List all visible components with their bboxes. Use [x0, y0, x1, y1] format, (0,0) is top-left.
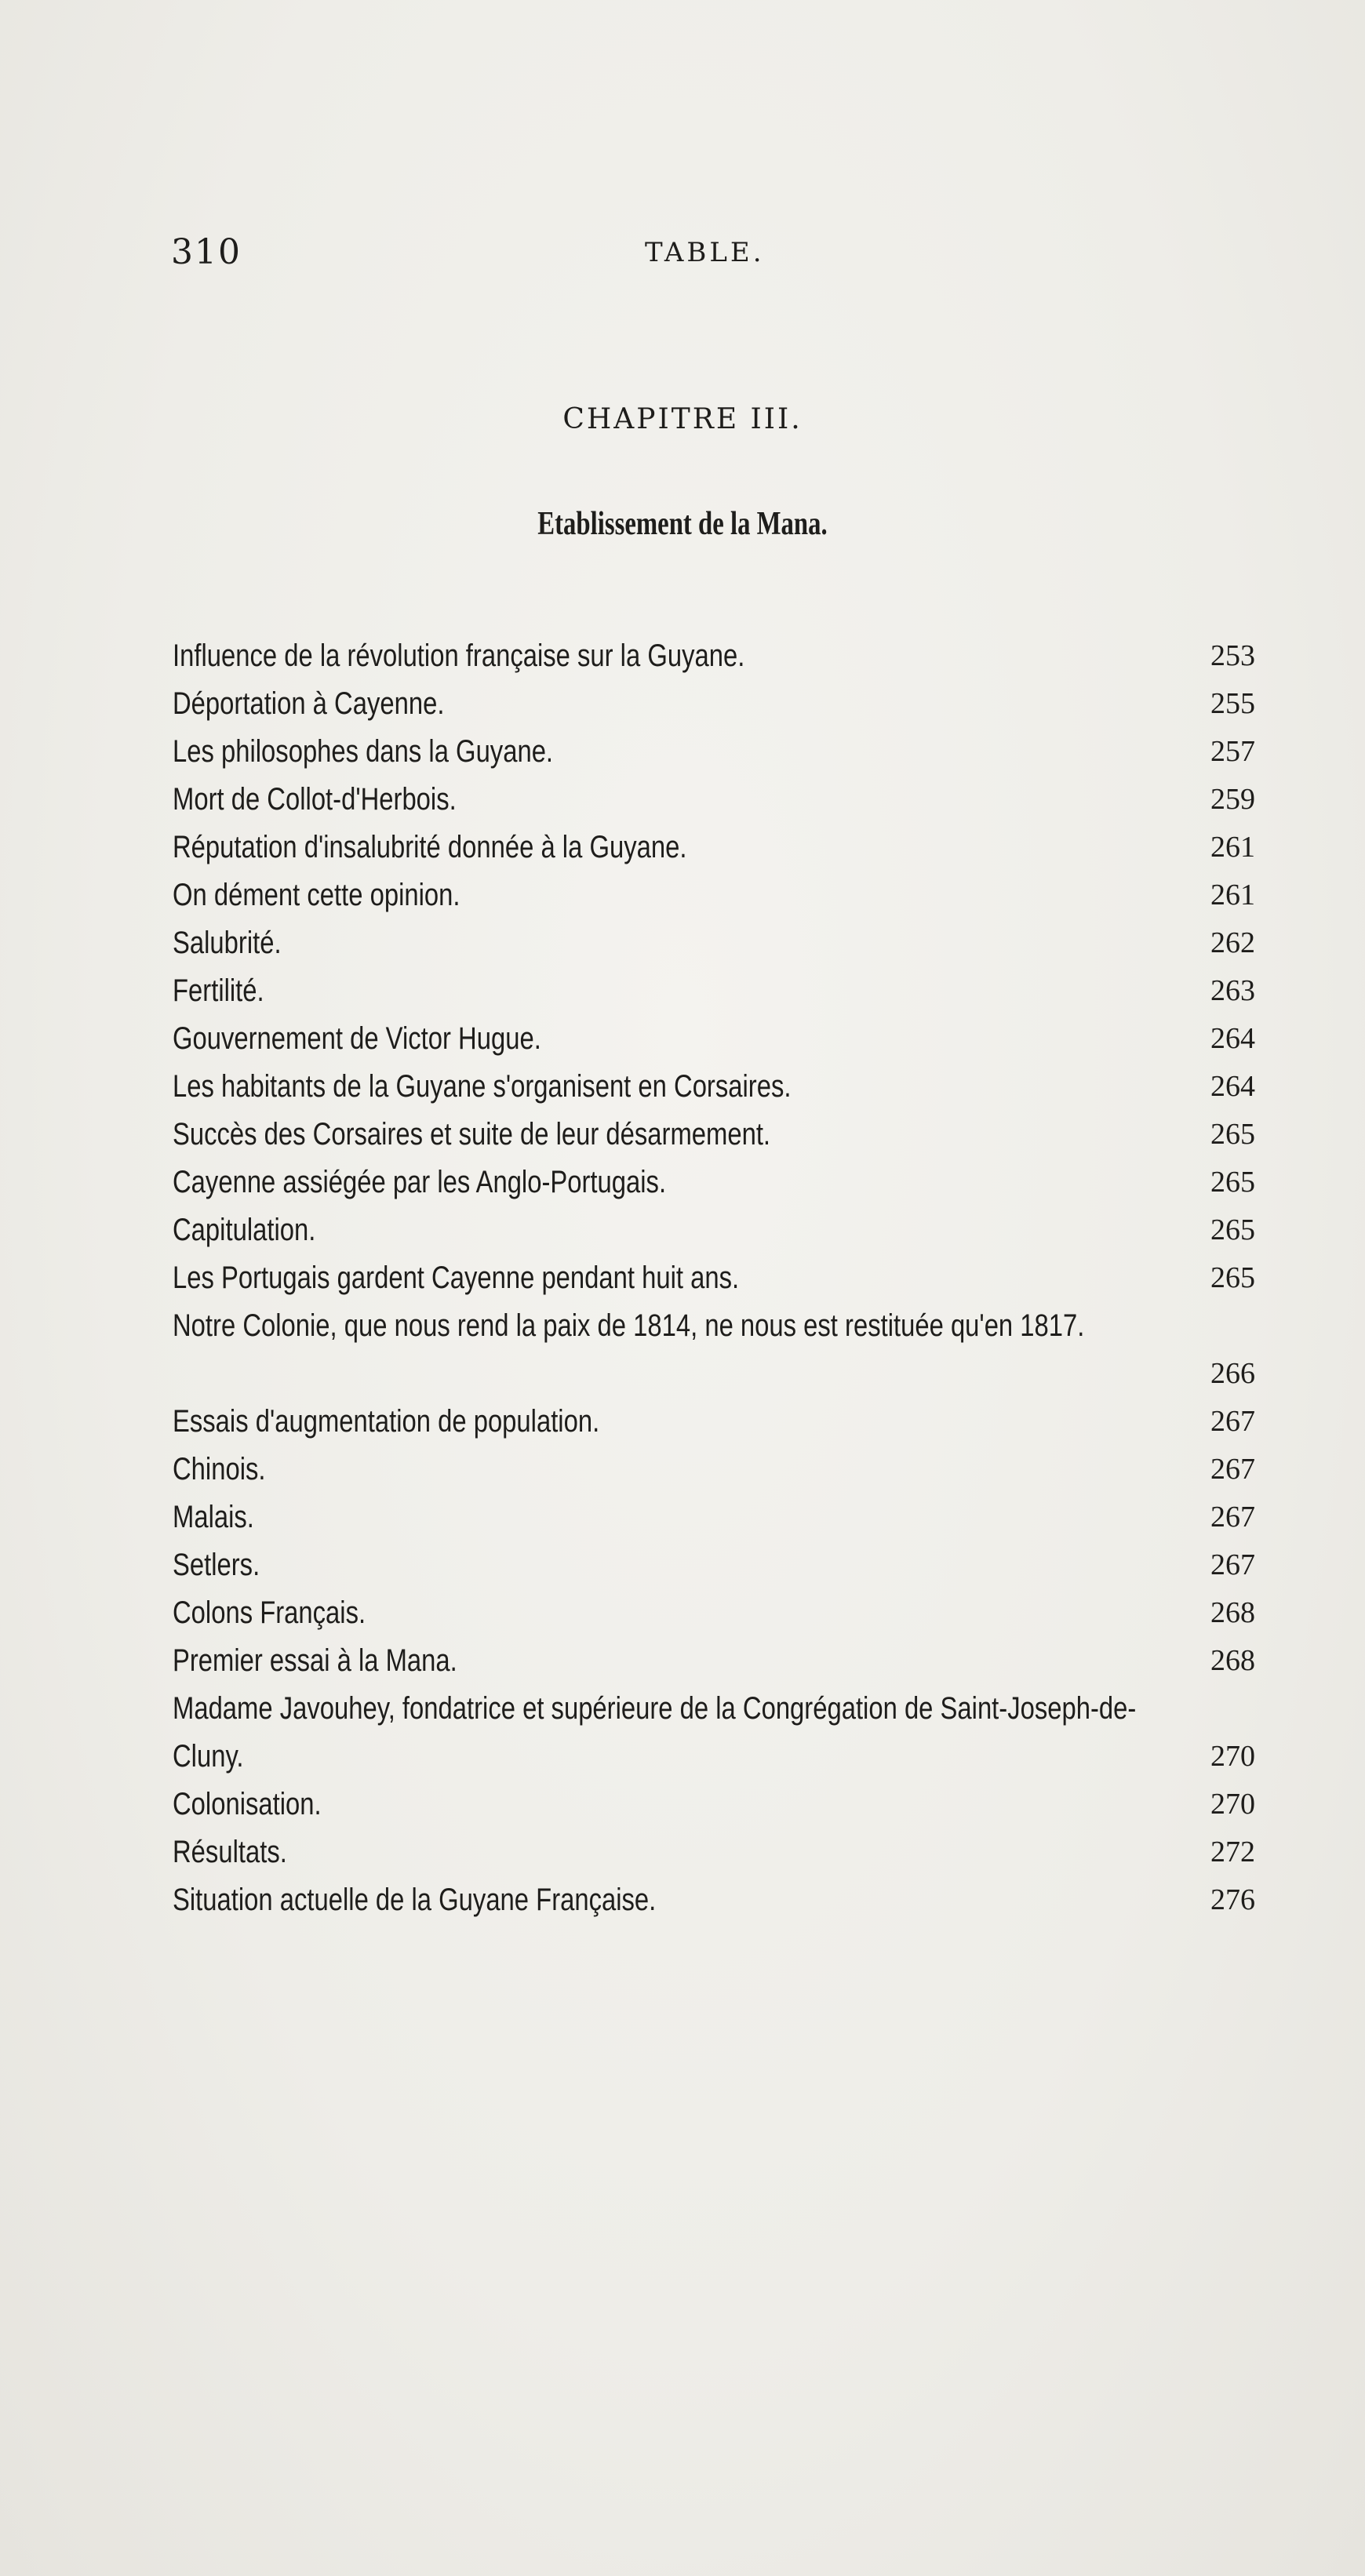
toc-entry-page: 265 — [1210, 1118, 1255, 1151]
toc-entry-title: Madame Javouhey, fondatrice et supérieure de la Congrégation de Saint-Joseph-de-Cluny. — [173, 1691, 1137, 1774]
toc-entry — [173, 1111, 1255, 1159]
toc-entry-page: 268 — [1210, 1596, 1255, 1629]
toc-entry-page: 263 — [1210, 974, 1255, 1007]
toc-entry-page: 264 — [1210, 1022, 1255, 1055]
toc-entry — [173, 1254, 1255, 1302]
toc-entry-page: 265 — [1210, 1261, 1255, 1294]
toc-entry-page: 261 — [1210, 879, 1255, 911]
toc-entry-page: 255 — [1210, 687, 1255, 720]
toc-entry-title: Chinois. — [173, 1452, 266, 1486]
table-of-contents — [173, 632, 1255, 1924]
toc-entry-title: Fertilité. — [173, 973, 264, 1008]
toc-entry-title: Notre Colonie, que nous rend la paix de 1814, ne nous est restituée qu'en 1817. — [173, 1308, 1085, 1343]
toc-entry-title: Réputation d'insalubrité donnée à la Guyane. — [173, 830, 687, 864]
toc-entry — [173, 1637, 1255, 1685]
toc-entry-title: Les Portugais gardent Cayenne pendant huit ans. — [173, 1261, 740, 1295]
toc-entry-title: Situation actuelle de la Guyane Française. — [173, 1883, 657, 1917]
toc-entry — [173, 1781, 1255, 1828]
toc-entry — [173, 1589, 1255, 1637]
toc-entry — [173, 1876, 1255, 1924]
toc-entry-page: 265 — [1210, 1166, 1255, 1199]
toc-entry-title: Salubrité. — [173, 926, 282, 960]
toc-entry-page: 267 — [1210, 1501, 1255, 1534]
toc-entry-title: Mort de Collot-d'Herbois. — [173, 782, 457, 817]
toc-entry-page: 264 — [1210, 1070, 1255, 1103]
toc-entry-page: 266 — [1210, 1357, 1255, 1390]
toc-entry — [173, 680, 1255, 728]
toc-entry-page: 259 — [1210, 783, 1255, 816]
toc-entry-page: 265 — [1210, 1213, 1255, 1246]
toc-entry-title: Setlers. — [173, 1548, 260, 1582]
toc-entry — [173, 1494, 1255, 1541]
page-number: 310 — [171, 232, 242, 272]
toc-entry-title: Colons Français. — [173, 1595, 366, 1630]
toc-entry — [173, 728, 1255, 776]
toc-entry-page: 267 — [1210, 1548, 1255, 1581]
toc-entry — [173, 1398, 1255, 1446]
toc-entry-title: Capitulation. — [173, 1213, 316, 1247]
toc-entry — [173, 1685, 1255, 1781]
toc-entry — [173, 1541, 1255, 1589]
toc-entry-title: On dément cette opinion. — [173, 878, 460, 912]
running-head: TABLE. — [645, 237, 765, 268]
toc-entry-page: 261 — [1210, 831, 1255, 864]
toc-entry — [173, 1015, 1255, 1063]
toc-entry — [173, 871, 1255, 919]
toc-entry — [173, 919, 1255, 967]
toc-entry-page: 272 — [1210, 1836, 1255, 1868]
toc-entry — [173, 967, 1255, 1015]
toc-entry-page: 262 — [1210, 926, 1255, 959]
toc-entry-title: Colonisation. — [173, 1787, 322, 1821]
toc-entry — [173, 1446, 1255, 1494]
toc-entry — [173, 776, 1255, 824]
chapter-subtitle: Etablissement de la Mana. — [537, 506, 828, 542]
toc-entry-title: Déportation à Cayenne. — [173, 686, 445, 721]
toc-entry-title: Essais d'augmentation de population. — [173, 1404, 600, 1439]
toc-entry-title: Les habitants de la Guyane s'organisent en Corsaires. — [173, 1069, 792, 1104]
toc-entry — [173, 632, 1255, 680]
page-header — [171, 232, 1254, 279]
toc-entry-title: Premier essai à la Mana. — [173, 1643, 457, 1678]
toc-entry-page: 257 — [1210, 735, 1255, 768]
toc-entry — [173, 1302, 1255, 1398]
toc-entry-title: Cayenne assiégée par les Anglo-Portugais. — [173, 1165, 667, 1199]
toc-entry-title: Gouvernement de Victor Hugue. — [173, 1021, 541, 1056]
toc-entry-page: 267 — [1210, 1405, 1255, 1438]
toc-entry-title: Malais. — [173, 1500, 254, 1534]
toc-entry — [173, 1063, 1255, 1111]
chapter-title: CHAPITRE III. — [562, 403, 803, 435]
toc-entry-page: 253 — [1210, 639, 1255, 672]
toc-entry — [173, 824, 1255, 871]
toc-entry-title: Influence de la révolution française sur la Guyane. — [173, 639, 745, 673]
toc-entry-title: Succès des Corsaires et suite de leur désarmement. — [173, 1117, 771, 1152]
toc-entry-title: Les philosophes dans la Guyane. — [173, 734, 554, 769]
toc-entry-title: Résultats. — [173, 1835, 287, 1869]
toc-entry-page: 270 — [1210, 1788, 1255, 1821]
toc-entry-page: 276 — [1210, 1883, 1255, 1916]
toc-entry-page: 268 — [1210, 1644, 1255, 1677]
toc-entry — [173, 1159, 1255, 1206]
toc-entry — [173, 1828, 1255, 1876]
toc-entry-page: 267 — [1210, 1453, 1255, 1486]
toc-entry — [173, 1206, 1255, 1254]
toc-entry-page: 270 — [1210, 1740, 1255, 1773]
